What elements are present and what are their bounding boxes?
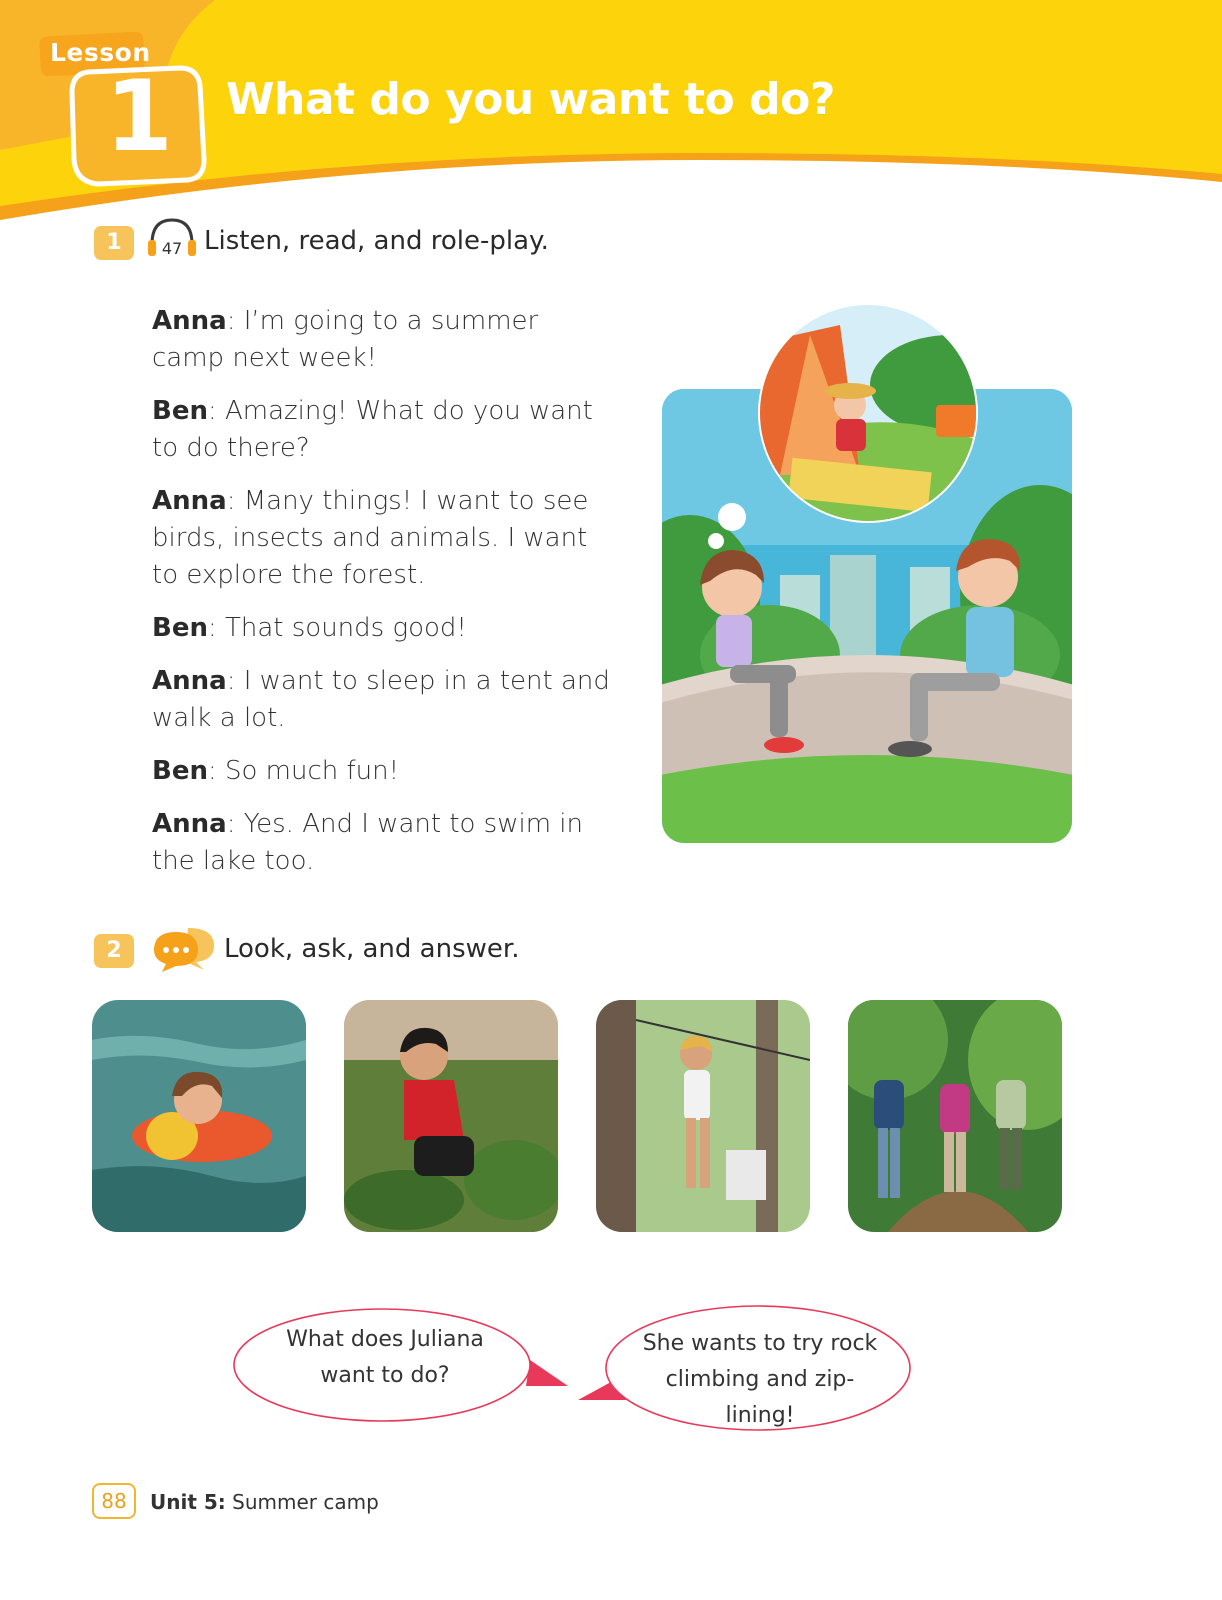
question-line: What does Juliana xyxy=(286,1327,484,1352)
dialogue-text: : That sounds good! xyxy=(207,613,467,643)
unit-label xyxy=(150,1490,379,1514)
dialogue-text: : Many things! I want to see birds, insects and animals. I want to explore the forest. xyxy=(152,486,589,590)
dialogue-line xyxy=(152,610,617,647)
exercise-1-instruction: Listen, read, and role-play. xyxy=(204,226,549,256)
exercise-2-number: 2 xyxy=(94,934,134,968)
speaker-name: Ben xyxy=(152,756,208,786)
dialogue-line xyxy=(152,806,617,880)
dialogue-text: : Yes. And I want to swim in the lake too. xyxy=(152,809,584,876)
lesson-header xyxy=(0,0,1222,230)
question-bubble-text xyxy=(272,1322,498,1394)
dialogue xyxy=(152,303,617,896)
speaker-name: Ben xyxy=(152,396,208,426)
answer-line: She wants to try rock xyxy=(642,1331,878,1356)
exercise-2-instruction: Look, ask, and answer. xyxy=(224,934,520,964)
photo-hiking xyxy=(848,1000,1062,1232)
speaker-name: Anna xyxy=(152,306,227,336)
photo-gardening xyxy=(344,1000,558,1232)
audio-track-number: 47 xyxy=(161,239,183,258)
dialogue-text: : Amazing! What do you want to do there? xyxy=(152,396,593,463)
dialogue-text: : I want to sleep in a tent and walk a lot. xyxy=(152,666,610,733)
dialogue-line xyxy=(152,393,617,467)
answer-line: climbing and zip-lining! xyxy=(665,1367,855,1428)
dialogue-line xyxy=(152,663,617,737)
photo-zip-lining xyxy=(596,1000,810,1232)
speaker-name: Anna xyxy=(152,809,227,839)
question-line: want to do? xyxy=(320,1363,450,1388)
page-title: What do you want to do? xyxy=(226,74,835,125)
unit-title: Summer camp xyxy=(225,1490,379,1514)
dialogue-text: : I’m going to a summer camp next week! xyxy=(152,306,539,373)
dialogue-line xyxy=(152,753,617,790)
dialogue-text: : So much fun! xyxy=(207,756,400,786)
speech-bubbles-icon xyxy=(152,924,218,972)
speaker-name: Ben xyxy=(152,613,208,643)
dialogue-illustration xyxy=(660,305,1074,845)
lesson-number: 1 xyxy=(104,60,174,174)
answer-bubble-text xyxy=(632,1326,888,1434)
headphones-icon[interactable] xyxy=(146,214,198,260)
lesson-label: Lesson xyxy=(50,38,151,67)
page-number: 88 xyxy=(92,1483,136,1519)
dialogue-line xyxy=(152,303,617,377)
unit-prefix: Unit 5: xyxy=(150,1490,226,1514)
exercise-1-number: 1 xyxy=(94,226,134,260)
photo-swimming xyxy=(92,1000,306,1232)
speaker-name: Anna xyxy=(152,486,227,516)
dialogue-line xyxy=(152,483,617,594)
speaker-name: Anna xyxy=(152,666,227,696)
